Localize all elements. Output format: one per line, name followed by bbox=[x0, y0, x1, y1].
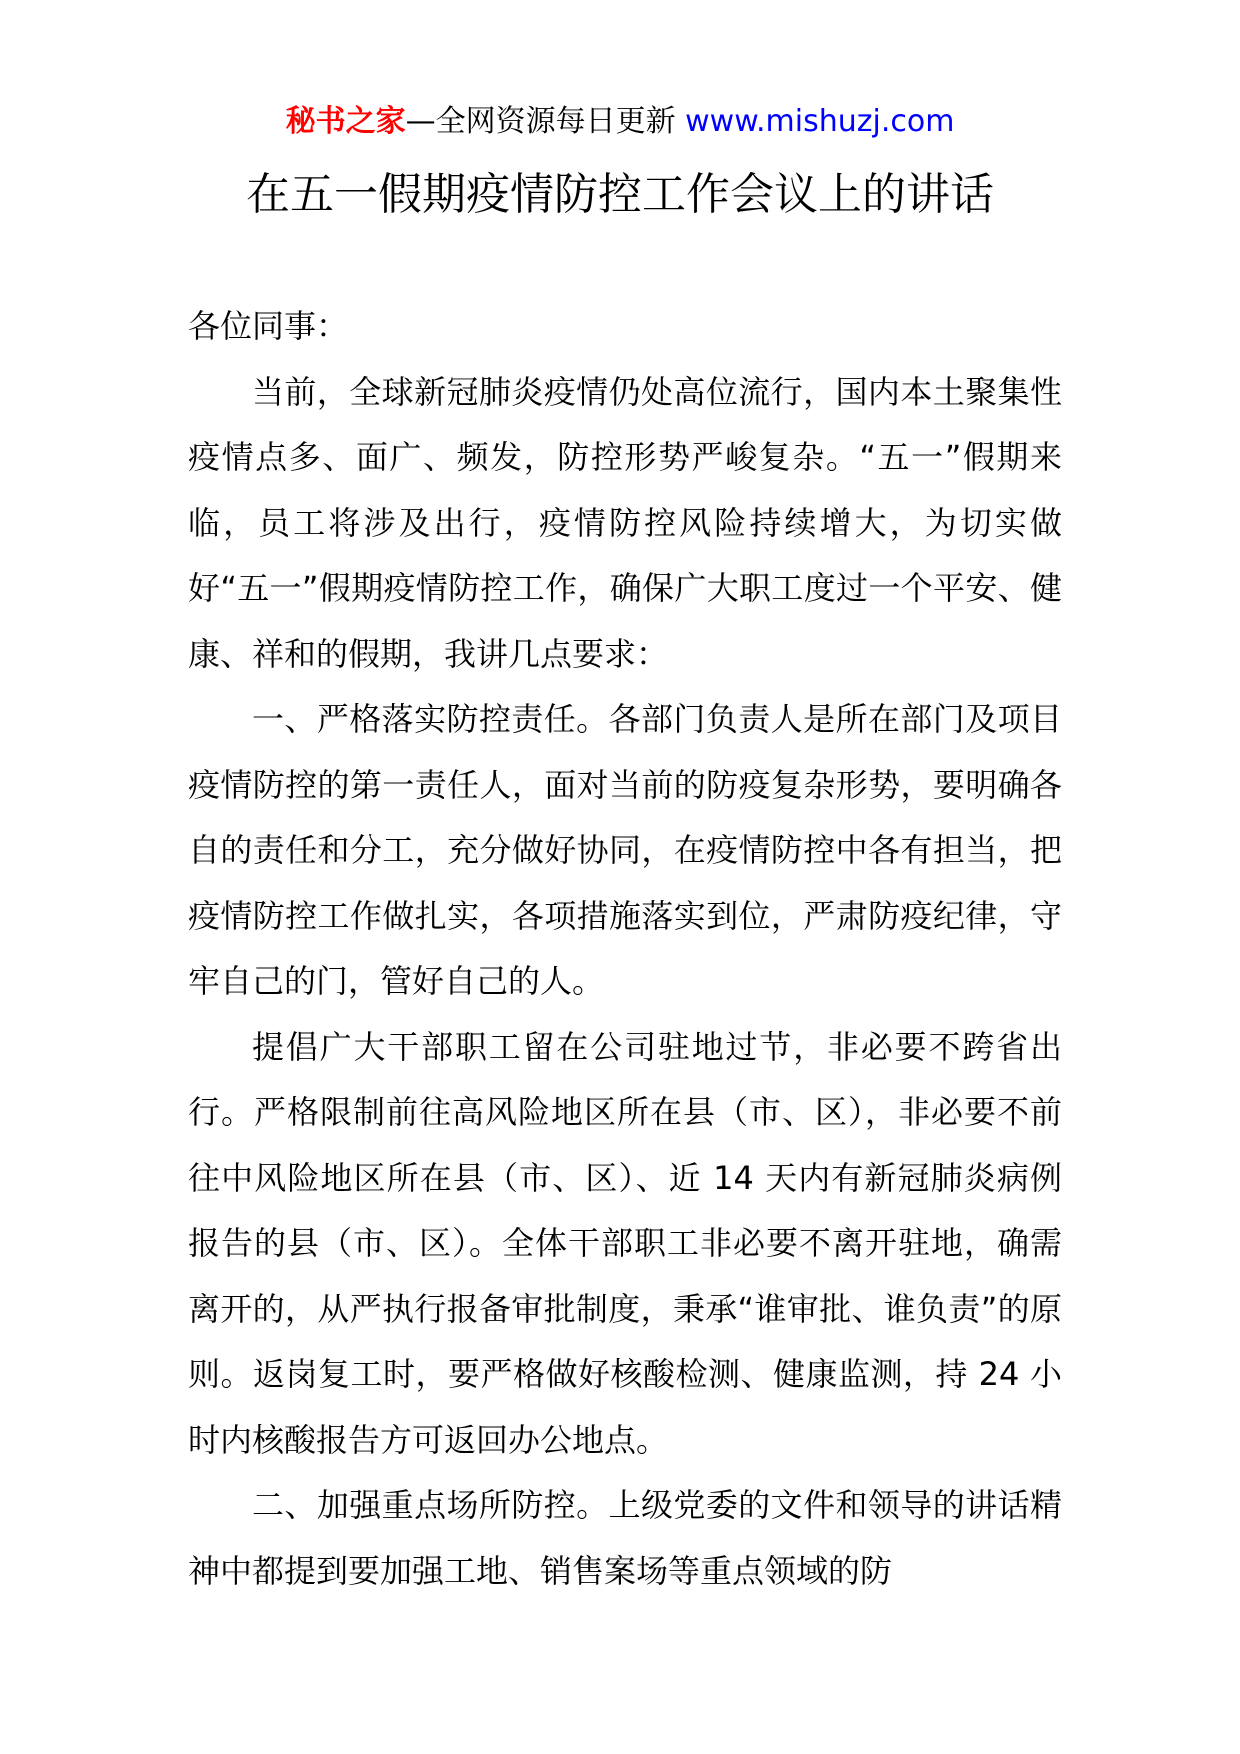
site-tagline: —全网资源每日更新 bbox=[405, 104, 686, 139]
site-brand: 秘书之家 bbox=[285, 104, 406, 139]
document-title: 在五一假期疫情防控工作会议上的讲话 bbox=[246, 169, 994, 220]
site-url[interactable]: www.mishuzj.com bbox=[685, 104, 955, 139]
site-header bbox=[0, 100, 1240, 144]
paragraph-travel-rules: 提倡广大干部职工留在公司驻地过节，非必要不跨省出行。严格限制前往高风险地区所在县（市、区），非必要不前往中风险地区所在县（市、区）、近 14 天内有新冠肺炎病例报告的县（市、区）。全体干部职工非必要不离开驻地，确需离开的，从严执行报备审批制度，秉承“谁审批、谁负责”的原则。返岗复工时，要严格做好核酸检测、健康监测，持 24 小时内核酸报告方可返回办公地点。 bbox=[188, 1027, 1062, 1459]
paragraph-section-two: 二、加强重点场所防控。上级党委的文件和领导的讲话精神中都提到要加强工地、销售案场等重点领域的防 bbox=[188, 1486, 1062, 1590]
paragraph-section-one: 一、严格落实防控责任。各部门负责人是所在部门及项目疫情防控的第一责任人，面对当前的防疫复杂形势，要明确各自的责任和分工，充分做好协同，在疫情防控中各有担当，把疫情防控工作做扎实，各项措施落实到位，严肃防疫纪律，守牢自己的门，管好自己的人。 bbox=[188, 700, 1062, 1000]
greeting: 各位同事： bbox=[188, 307, 349, 345]
document-body bbox=[188, 294, 1062, 1604]
paragraph-intro: 当前，全球新冠肺炎疫情仍处高位流行，国内本土聚集性疫情点多、面广、频发，防控形势严峻复杂。“五一”假期来临，员工将涉及出行，疫情防控风险持续增大，为切实做好“五一”假期疫情防控工作，确保广大职工度过一个平安、健康、祥和的假期，我讲几点要求： bbox=[188, 372, 1062, 673]
